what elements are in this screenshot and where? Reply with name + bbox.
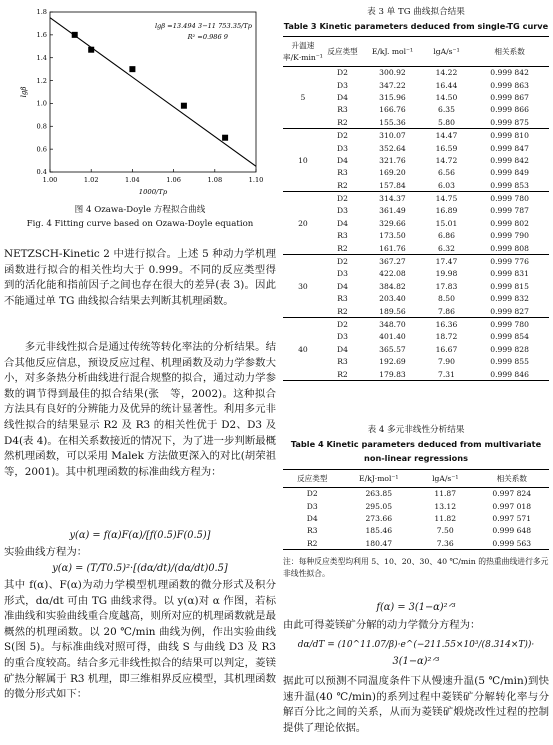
- equation-standard-curve: y(α) = f(α)F(α)/[f(0.5)F(0.5)]: [69, 530, 211, 541]
- right-text-1: 由此可得菱镁矿分解的动力学微分方程为：: [283, 619, 481, 631]
- t3-cell: D3: [337, 143, 348, 153]
- t3-cell: 347.22: [379, 80, 406, 90]
- t3-cell: 365.57: [379, 344, 406, 354]
- t4-cell: 13.12: [434, 501, 457, 511]
- equation-kinetic-bottom: 3(1−α)²ᐟ³: [392, 656, 440, 667]
- table-4-title-en-2: non-linear regressions: [363, 453, 468, 463]
- t3-cell: 0.999 776: [490, 257, 529, 267]
- t3-cell: 0.999 847: [490, 143, 529, 153]
- t3-cell: 315.96: [379, 92, 406, 102]
- t3-rate-cell: 40: [283, 318, 323, 381]
- figure-4-caption-en: Fig. 4 Fitting curve based on Ozawa-Doyle equation: [26, 219, 254, 229]
- t3-cell: 16.67: [435, 344, 458, 354]
- t4-cell: R3: [306, 526, 318, 536]
- figure-4: [14, 6, 272, 196]
- t3-cell: 0.999 780: [490, 194, 529, 204]
- table-4: [283, 471, 549, 550]
- t3-cell: 352.64: [379, 143, 406, 153]
- t3-header-r: 相关系数: [470, 38, 549, 66]
- fit-r-squared: R² =0.986 9: [187, 33, 228, 41]
- t3-cell: 189.56: [362, 305, 423, 318]
- t3-cell: 14.22: [435, 68, 458, 78]
- table-row: [283, 154, 549, 166]
- t3-cell: R3: [337, 357, 348, 367]
- table-4-title-en-1: Table 4 Kinetic parameters deduced from multivariate: [290, 439, 542, 449]
- t3-cell: 310.07: [379, 131, 406, 141]
- t3-cell: 0.999 842: [490, 68, 529, 78]
- t3-cell: 314.37: [379, 194, 406, 204]
- t3-cell: R3: [337, 168, 348, 178]
- y-tick-label: 0.8: [36, 122, 47, 131]
- t4-cell: 185.46: [365, 526, 393, 536]
- t3-cell: D2: [337, 257, 348, 267]
- t3-cell: 18.72: [435, 332, 458, 342]
- t3-cell: 0.999 867: [490, 92, 529, 102]
- t3-cell: 0.999 854: [490, 332, 529, 342]
- table-row: [283, 368, 549, 381]
- table-row: [283, 255, 549, 268]
- table-row: [283, 500, 549, 512]
- y-tick-label: 1.8: [36, 8, 47, 17]
- t4-cell: 7.36: [416, 537, 475, 550]
- y-tick-label: 0.6: [36, 145, 47, 154]
- t3-cell: 7.86: [423, 305, 470, 318]
- t3-cell: 5.80: [423, 116, 470, 129]
- t4-cell: 0.997 824: [492, 489, 532, 499]
- table-3: [283, 38, 549, 381]
- t3-cell: 0.999 846: [470, 368, 549, 381]
- t4-cell: D3: [306, 501, 318, 511]
- t4-cell: D4: [306, 513, 318, 523]
- t3-cell: 7.31: [423, 368, 470, 381]
- x-tick-label: 1.04: [125, 176, 140, 184]
- table-row: [283, 331, 549, 343]
- t4-header-r: 相关系数: [475, 471, 550, 487]
- table-4-top-rule: [283, 469, 549, 470]
- left-paragraph-4: 其中 f(α)、F(α)为动力学模型机理函数的微分形式及积分形式，dα/dt 可由 TG 曲线求得。以 y(α)对 α 作图，若标准曲线和实验曲线重合度越高，则所对应的机理函数就是最概然的机理函数。以 20 ℃/min 曲线为例，作出实验曲线 S(图 5)。与标准曲线对照可得，曲线 S 与曲线 D3 及 R3 的重合度较高。结合多元非线性拟合的结果可以判定，菱镁矿热分解属于 R3 机理，即三维相界反应模型，其机理函数的微分形式如下：: [4, 579, 276, 701]
- t3-cell: 0.999 842: [490, 155, 529, 165]
- t3-cell: R3: [337, 105, 348, 115]
- t3-cell: 179.83: [362, 368, 423, 381]
- t3-cell: 329.66: [379, 218, 406, 228]
- t3-cell: 169.20: [379, 168, 406, 178]
- t3-cell: 14.72: [435, 155, 458, 165]
- t3-cell: D4: [337, 344, 348, 354]
- table-row: [283, 293, 549, 305]
- t3-cell: D3: [337, 80, 348, 90]
- t3-cell: 14.50: [435, 92, 458, 102]
- t3-cell: 157.84: [362, 179, 423, 192]
- t3-cell: R3: [337, 294, 348, 304]
- t3-cell: R2: [323, 179, 362, 192]
- t3-cell: 321.76: [379, 155, 406, 165]
- t3-cell: R2: [323, 305, 362, 318]
- left-paragraph-3: 实验曲线方程为：: [4, 546, 88, 558]
- t3-cell: 161.76: [362, 242, 423, 255]
- t3-cell: D2: [337, 194, 348, 204]
- table-row: [283, 280, 549, 292]
- t3-rate-cell: 10: [283, 129, 323, 192]
- y-tick-label: 0.4: [36, 168, 47, 177]
- table-3-title-en: Table 3 Kinetic parameters deduced from single-TG curve: [283, 21, 549, 31]
- t3-cell: 6.86: [438, 231, 455, 241]
- t3-cell: 367.27: [379, 257, 406, 267]
- table-row: [283, 91, 549, 103]
- table-4-note: 注：每种反应类型均利用 5、10、20、30、40 ℃/min 的热重曲线进行多元非线性拟合。: [283, 557, 549, 578]
- t3-cell: D4: [337, 281, 348, 291]
- t3-cell: D3: [337, 206, 348, 216]
- t4-cell: D2: [306, 489, 318, 499]
- x-axis-label: 1000/Tp: [138, 188, 168, 196]
- table-row: [283, 79, 549, 91]
- t3-rate-cell: 20: [283, 192, 323, 255]
- table-3-title-cn: 表 3 单 TG 曲线拟合结果: [367, 7, 465, 17]
- t3-cell: D4: [337, 155, 348, 165]
- t3-cell: 401.40: [379, 332, 406, 342]
- table-row: [283, 104, 549, 116]
- t3-cell: 17.83: [435, 281, 458, 291]
- t3-cell: D3: [337, 332, 348, 342]
- fit-equation: lgβ =13.494 3−11 753.35/Tp: [154, 22, 252, 30]
- t3-cell: 16.36: [435, 320, 458, 329]
- t4-cell: 0.999 648: [492, 526, 532, 536]
- t4-cell: 0.997 018: [492, 501, 532, 511]
- table-row: [283, 230, 549, 242]
- table-row: [283, 525, 549, 537]
- t3-cell: 16.59: [435, 143, 458, 153]
- table-row: [283, 343, 549, 355]
- t3-cell: 0.999 855: [490, 357, 529, 367]
- t3-cell: 361.49: [379, 206, 406, 216]
- t3-cell: 166.76: [379, 105, 406, 115]
- t3-cell: 0.999 853: [470, 179, 549, 192]
- t3-cell: R2: [323, 242, 362, 255]
- t3-rate-cell: 5: [283, 66, 323, 129]
- t3-cell: 6.03: [423, 179, 470, 192]
- t3-cell: R2: [323, 116, 362, 129]
- equation-experimental-curve: y(α) = (T/T0.5)²·[(dα/dt)/(dα/dt)0.5]: [52, 563, 228, 574]
- t3-cell: 0.999 827: [470, 305, 549, 318]
- t3-cell: R2: [323, 368, 362, 381]
- t3-cell: 0.999 808: [470, 242, 549, 255]
- t3-cell: 0.999 831: [490, 269, 529, 279]
- y-tick-label: 1.2: [36, 76, 47, 85]
- t3-cell: D4: [337, 218, 348, 228]
- table-row: [283, 66, 549, 79]
- data-point: [222, 135, 228, 141]
- data-point: [181, 103, 187, 109]
- t3-cell: 8.50: [438, 294, 455, 304]
- table-row: [283, 192, 549, 205]
- table-row: [283, 355, 549, 367]
- x-tick-label: 1.06: [166, 176, 181, 184]
- t3-cell: 0.999 780: [490, 320, 529, 329]
- t3-cell: 300.92: [379, 68, 406, 78]
- data-point: [88, 47, 94, 53]
- t3-cell: 192.69: [379, 357, 406, 367]
- t4-cell: 0.999 563: [475, 537, 550, 550]
- left-paragraph-1: NETZSCH-Kinetic 2 中进行拟合。上述 5 种动力学机理函数进行拟合的相关性均大于 0.999。不同的反应类型得到的活化能和指前因子之间也存在很大的差异(表 3)。因此不能通过单 TG 曲线拟合结果去判断其机理函数。: [4, 248, 276, 307]
- t4-cell: 11.87: [434, 489, 457, 499]
- t3-rate-cell: 30: [283, 255, 323, 318]
- t4-cell: 180.47: [342, 537, 416, 550]
- t3-cell: 6.35: [438, 105, 455, 115]
- table-row: [283, 116, 549, 129]
- t3-cell: 17.47: [435, 257, 458, 267]
- table-row: [283, 305, 549, 318]
- t3-cell: 0.999 832: [490, 294, 529, 304]
- t3-cell: 0.999 787: [490, 206, 529, 216]
- y-tick-label: 1.6: [36, 31, 47, 40]
- t3-cell: 16.89: [435, 206, 458, 216]
- table-row: [283, 268, 549, 280]
- t3-cell: 0.999 866: [490, 105, 529, 115]
- table-row: [283, 129, 549, 142]
- t3-cell: 14.75: [435, 194, 458, 204]
- table-row: [283, 537, 549, 550]
- t3-cell: D2: [337, 131, 348, 141]
- t3-header-type: 反应类型: [323, 38, 362, 66]
- table-row: [283, 167, 549, 179]
- right-text-2: 据此可以预测不同温度条件下从慢速升温(5 ℃/min)到快速升温(40 ℃/min)的系列过程中菱镁矿分解转化率与分解百分比之间的关系，从而为菱镁矿煅烧改性过程的控制提供了理论依据。: [283, 675, 549, 734]
- t3-cell: 16.44: [435, 80, 458, 90]
- t4-cell: 7.50: [436, 526, 454, 536]
- table-row: [283, 217, 549, 229]
- equation-kinetic-top: dα/dT = (10^11.07/β)·e^(−211.55×10³/(8.314×T))·: [297, 640, 535, 650]
- y-axis-label: lgβ: [20, 86, 28, 98]
- t3-cell: 0.999 863: [490, 80, 529, 90]
- t3-cell: 0.999 875: [470, 116, 549, 129]
- t3-cell: D2: [337, 320, 348, 329]
- data-point: [72, 32, 78, 38]
- t4-cell: R2: [283, 537, 342, 550]
- t4-cell: 295.05: [365, 501, 393, 511]
- t3-cell: 173.50: [379, 231, 406, 241]
- t3-cell: 14.47: [435, 131, 458, 141]
- t3-cell: 0.999 802: [490, 218, 529, 228]
- table-row: [283, 142, 549, 154]
- y-tick-label: 1.0: [36, 99, 47, 108]
- t4-header-e: E/kJ·mol⁻¹: [342, 471, 416, 487]
- table-row: [283, 487, 549, 500]
- x-tick-label: 1.08: [207, 176, 223, 184]
- x-tick-label: 1.00: [42, 176, 58, 184]
- t3-cell: 6.56: [438, 168, 455, 178]
- t4-cell: 273.66: [365, 513, 393, 523]
- data-point: [129, 66, 135, 72]
- t3-cell: 0.999 828: [490, 344, 529, 354]
- t3-cell: 0.999 815: [490, 281, 529, 291]
- t3-cell: 422.08: [379, 269, 406, 279]
- y-tick-label: 1.4: [36, 53, 47, 62]
- t3-cell: 19.98: [435, 269, 458, 279]
- figure-4-chart: [14, 6, 272, 196]
- t4-header-type: 反应类型: [283, 471, 342, 487]
- t3-cell: 0.999 810: [490, 131, 529, 141]
- table-4-title-cn: 表 4 多元非线性分析结果: [367, 425, 465, 435]
- t3-header-e: E/kJ. mol⁻¹: [362, 38, 423, 66]
- table-row: [283, 179, 549, 192]
- t3-cell: D3: [337, 269, 348, 279]
- t3-cell: 6.32: [423, 242, 470, 255]
- table-row: [283, 205, 549, 217]
- t3-cell: 0.999 849: [490, 168, 529, 178]
- x-tick-label: 1.02: [83, 176, 99, 184]
- t4-cell: 263.85: [365, 489, 393, 499]
- equation-differential-form: f(α) = 3(1−α)²ᐟ³: [376, 602, 456, 613]
- t3-cell: 7.90: [438, 357, 455, 367]
- t3-cell: D2: [337, 68, 348, 78]
- t4-cell: 0.997 571: [492, 513, 532, 523]
- figure-4-caption-cn: 图 4 Ozawa-Doyle 方程拟合曲线: [74, 205, 206, 215]
- t4-cell: 11.82: [434, 513, 457, 523]
- t4-header-lga: lgA/s⁻¹: [416, 471, 475, 487]
- t3-cell: 384.82: [379, 281, 406, 291]
- t3-cell: R3: [337, 231, 348, 241]
- t3-cell: 15.01: [435, 218, 458, 228]
- t3-cell: 155.36: [362, 116, 423, 129]
- table-row: [283, 512, 549, 524]
- t3-cell: 203.40: [379, 294, 406, 304]
- table-3-top-rule: [283, 36, 549, 37]
- table-row: [283, 318, 549, 331]
- t3-cell: 348.70: [379, 320, 406, 329]
- table-row: [283, 242, 549, 255]
- left-paragraph-2: 多元非线性拟合是通过传统等转化率法的分析结果。结合其他反应信息，预设反应过程、机理函数及动力学参数大小，对多条热分析曲线进行混合规整的拟合，通过动力学参数的调节得到最佳的拟合结果(张 等，2002)。这种拟合方法具有良好的分辨能力及优异的统计显著性。利用多元非线性拟合的结果显示 R2 及 R3 的相关性优于 D2、D3 及 D4(表 4)。在相关系数接近的情况下，为了进一步判断最概然机理函数，可以采用 Malek 方法做更深入的对比(胡荣祖等，2001)。其中机理函数的标准曲线方程为：: [4, 341, 276, 478]
- x-tick-label: 1.10: [248, 176, 264, 184]
- t3-cell: 0.999 790: [490, 231, 529, 241]
- t3-header-lga: lgA/s⁻¹: [423, 38, 470, 66]
- t3-cell: D4: [337, 92, 348, 102]
- t3-header-rate: 升温速率/K·min⁻¹: [283, 38, 323, 66]
